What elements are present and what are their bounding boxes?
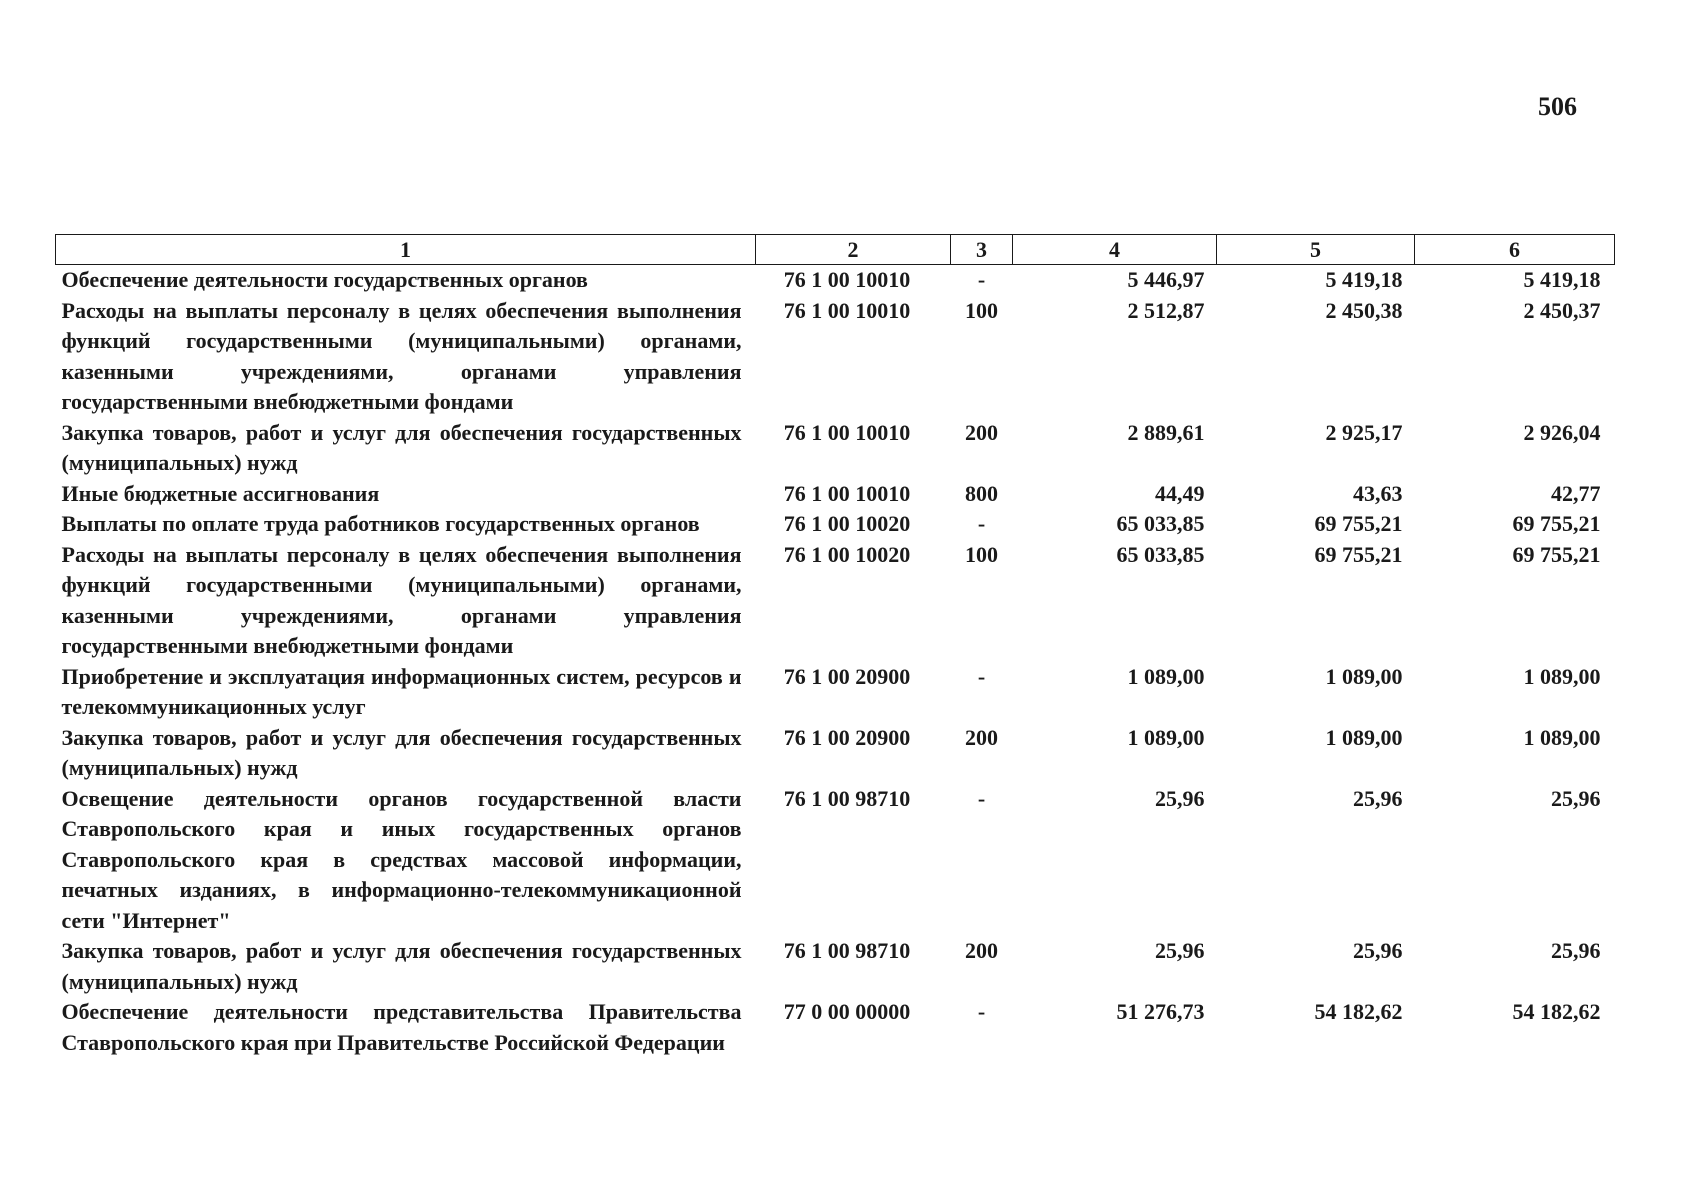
row-value-col6: 42,77	[1551, 480, 1601, 506]
row-value-col4: 2 512,87	[1127, 297, 1205, 323]
row-value-col6: 2 926,04	[1523, 419, 1601, 445]
page-number: 506	[1538, 92, 1577, 121]
row-value-col4: 1 089,00	[1127, 663, 1205, 689]
table-row	[56, 997, 1615, 1058]
table-row	[56, 296, 1615, 418]
row-value-col5: 1 089,00	[1325, 663, 1403, 689]
row-value-col4: 65 033,85	[1116, 511, 1205, 536]
row-value-col4: 2 889,61	[1127, 419, 1205, 445]
row-expense-type: -	[977, 267, 986, 292]
header-col-6: 6	[1415, 235, 1615, 265]
header-col-4: 4	[1013, 235, 1217, 265]
row-expense-type: -	[977, 999, 986, 1024]
header-col-2: 2	[756, 235, 951, 265]
row-value-col5: 2 925,17	[1325, 419, 1403, 445]
row-value-col4: 51 276,73	[1116, 999, 1205, 1024]
row-code: 76 1 00 20900	[783, 724, 911, 750]
row-name: Обеспечение деятельности представительства Правительства Ставропольского края при Правительстве Российской Федерации	[61, 999, 742, 1055]
row-name: Закупка товаров, работ и услуг для обеспечения государственных (муниципальных) нужд	[61, 938, 742, 994]
row-value-col5: 2 450,38	[1325, 297, 1403, 323]
row-value-col6: 5 419,18	[1523, 267, 1601, 292]
row-code: 76 1 00 10010	[783, 480, 911, 506]
table-row	[56, 418, 1615, 479]
row-name: Закупка товаров, работ и услуг для обеспечения государственных (муниципальных) нужд	[61, 724, 742, 780]
row-name: Приобретение и эксплуатация информационных систем, ресурсов и телекоммуникационных услуг	[61, 663, 742, 719]
row-value-col5: 5 419,18	[1325, 267, 1403, 292]
table-row	[56, 479, 1615, 510]
row-value-col5: 25,96	[1353, 938, 1403, 963]
table-row	[56, 540, 1615, 662]
row-expense-type: 200	[965, 724, 998, 750]
row-code: 76 1 00 98710	[783, 785, 911, 811]
row-value-col5: 43,63	[1353, 480, 1403, 506]
row-expense-type: 100	[965, 297, 998, 323]
row-code: 76 1 00 98710	[783, 938, 911, 963]
row-value-col4: 44,49	[1155, 480, 1205, 506]
budget-table-container	[55, 234, 1614, 1058]
header-col-1: 1	[56, 235, 756, 265]
table-row	[56, 265, 1615, 296]
row-code: 76 1 00 10010	[783, 419, 911, 445]
row-code: 76 1 00 10020	[783, 511, 911, 536]
row-name: Обеспечение деятельности государственных органов	[61, 267, 588, 292]
row-name: Расходы на выплаты персоналу в целях обеспечения выполнения функций государственными (муниципальными) органами, казенными учреждениями, органами управления государственными внебюджетными фондами	[61, 541, 742, 658]
budget-table	[55, 234, 1615, 1058]
row-value-col5: 69 755,21	[1314, 541, 1403, 567]
header-col-3: 3	[951, 235, 1013, 265]
row-value-col5: 69 755,21	[1314, 511, 1403, 536]
row-code: 76 1 00 10010	[783, 297, 911, 323]
row-value-col6: 25,96	[1551, 938, 1601, 963]
row-value-col4: 65 033,85	[1116, 541, 1205, 567]
row-code: 77 0 00 00000	[783, 999, 911, 1024]
row-expense-type: 100	[965, 541, 998, 567]
row-value-col4: 25,96	[1155, 785, 1205, 811]
row-name: Иные бюджетные ассигнования	[61, 480, 380, 506]
row-code: 76 1 00 20900	[783, 663, 911, 689]
row-code: 76 1 00 10010	[783, 267, 911, 292]
row-name: Расходы на выплаты персоналу в целях обеспечения выполнения функций государственными (муниципальными) органами, казенными учреждениями, органами управления государственными внебюджетными фондами	[61, 297, 742, 414]
header-col-5: 5	[1217, 235, 1415, 265]
row-expense-type: 200	[965, 938, 998, 963]
row-value-col4: 1 089,00	[1127, 724, 1205, 750]
table-row	[56, 784, 1615, 937]
row-expense-type: -	[977, 663, 986, 689]
row-name: Освещение деятельности органов государственной власти Ставропольского края и иных государственных органов Ставропольского края в средствах массовой информации, печатных изданиях, в информационно-телекоммуникационной сети "Интернет"	[61, 785, 742, 933]
row-name: Закупка товаров, работ и услуг для обеспечения государственных (муниципальных) нужд	[61, 419, 742, 475]
row-expense-type: 800	[965, 480, 998, 506]
row-value-col5: 54 182,62	[1314, 999, 1403, 1024]
row-value-col6: 1 089,00	[1523, 663, 1601, 689]
row-value-col5: 25,96	[1353, 785, 1403, 811]
table-header	[56, 235, 1615, 265]
row-name: Выплаты по оплате труда работников государственных органов	[61, 511, 700, 536]
table-row	[56, 936, 1615, 997]
row-expense-type: -	[977, 785, 986, 811]
row-value-col6: 1 089,00	[1523, 724, 1601, 750]
table-body	[56, 265, 1615, 1059]
table-row	[56, 723, 1615, 784]
table-row	[56, 662, 1615, 723]
row-code: 76 1 00 10020	[783, 541, 911, 567]
row-value-col6: 25,96	[1551, 785, 1601, 811]
header-row	[56, 235, 1615, 265]
row-value-col6: 69 755,21	[1512, 511, 1601, 536]
table-row	[56, 509, 1615, 540]
row-value-col4: 25,96	[1155, 938, 1205, 963]
row-value-col6: 2 450,37	[1523, 297, 1601, 323]
row-value-col6: 69 755,21	[1512, 541, 1601, 567]
row-value-col4: 5 446,97	[1127, 267, 1205, 292]
row-value-col5: 1 089,00	[1325, 724, 1403, 750]
row-expense-type: 200	[965, 419, 998, 445]
row-expense-type: -	[977, 511, 986, 536]
row-value-col6: 54 182,62	[1512, 999, 1601, 1024]
